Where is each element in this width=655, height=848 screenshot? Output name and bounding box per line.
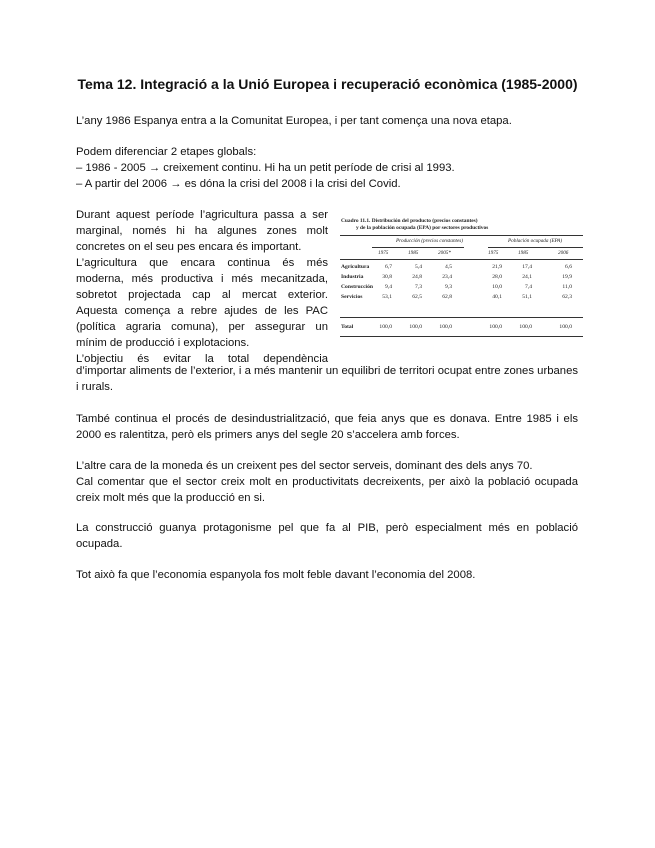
table-cell: 24,1 bbox=[522, 274, 532, 280]
table-cell: 28,0 bbox=[492, 274, 502, 280]
table-cell: 30,8 bbox=[382, 274, 392, 280]
table-cell: 19,9 bbox=[562, 274, 572, 280]
table-cell: 62,8 bbox=[442, 294, 452, 300]
agri-line: mínim de producció i explotacions. bbox=[76, 337, 250, 349]
table-cell: 24,8 bbox=[412, 274, 422, 280]
stages-intro: Podem diferenciar 2 etapes globals: bbox=[76, 146, 257, 158]
table-cell: 17,4 bbox=[522, 264, 532, 270]
table-cell: 6,6 bbox=[565, 264, 572, 270]
table-year-header: 2006 bbox=[558, 250, 569, 256]
agri-line: concretes on el seu pes encara és important. bbox=[76, 241, 302, 253]
table-group-header: Población ocupada (EPA) bbox=[508, 238, 563, 244]
services-line-2: Cal comentar que el sector creix molt en productivitats decreixents, per això la població ocupada creix molt més que la producció en si. bbox=[76, 476, 578, 504]
table-row-label: Industria bbox=[341, 274, 364, 280]
table-row-label: Construcción bbox=[341, 284, 374, 290]
table-cell: 100,0 bbox=[439, 324, 452, 330]
table-cell: 100,0 bbox=[489, 324, 502, 330]
table-cell: 100,0 bbox=[559, 324, 572, 330]
agri-line: L’objectiu és evitar la total dependència bbox=[76, 353, 328, 365]
table-cell: 11,0 bbox=[562, 284, 572, 290]
table-cell: 6,7 bbox=[385, 264, 392, 270]
stage-item-2: – A partir del 2006 → es dóna la crisi del 2008 i la crisi del Covid. bbox=[76, 178, 401, 190]
table-cell: 40,1 bbox=[492, 294, 502, 300]
intro-paragraph: L’any 1986 Espanya entra a la Comunitat Europea, i per tant comença una nova etapa. bbox=[76, 115, 512, 127]
agri-line: sobretot projectada cap al mercat exterior. bbox=[76, 289, 328, 301]
agri-line: moderna, més productiva i més mecanitzada, bbox=[76, 273, 328, 285]
table-cell: 51,1 bbox=[522, 294, 532, 300]
table-row-label: Servicios bbox=[341, 294, 363, 300]
table-cell: 7,4 bbox=[525, 284, 532, 290]
table-cell: 9,4 bbox=[385, 284, 392, 290]
table-cell: 100,0 bbox=[519, 324, 532, 330]
industry-paragraph: També continua el procés de desindustrialització, que feia anys que es donava. Entre 1985 i els 2000 es ralentitza, però els primers anys del segle 20 s’accelera amb forces. bbox=[76, 413, 578, 441]
table-caption: Cuadro 11.1. Distribución del producto (precios constantes) bbox=[341, 218, 478, 224]
agri-line: (política agraria comuna), per assegurar un bbox=[76, 321, 328, 333]
agriculture-paragraph-tail: d’importar aliments de l’exterior, i a més mantenir un equilibri de territori ocupat entre zones urbanes i rurals. bbox=[76, 365, 578, 393]
table-year-header: 1975 bbox=[378, 250, 389, 256]
construction-paragraph: La construcció guanya protagonisme pel que fa al PIB, però especialment més en població ocupada. bbox=[76, 522, 578, 550]
table-year-header: 1985 bbox=[518, 250, 529, 256]
table-cell: 23,4 bbox=[442, 274, 452, 280]
agri-line: marginal, només hi ha algunes zones molt bbox=[76, 225, 328, 237]
table-caption: y de la población ocupada (EPA) por sectores productivos bbox=[356, 225, 489, 231]
table-cell: 5,4 bbox=[415, 264, 422, 270]
agri-line: Aquesta comença a rebre ajudes de les PAC bbox=[76, 305, 328, 317]
table-cell: 100,0 bbox=[379, 324, 392, 330]
table-year-header: 1975 bbox=[488, 250, 499, 256]
table-cell: 62,5 bbox=[412, 294, 422, 300]
table-row-label: Total bbox=[341, 324, 354, 330]
table-row-label: Agricultura bbox=[341, 264, 370, 270]
services-paragraph bbox=[76, 458, 578, 506]
table-cell: 7,3 bbox=[415, 284, 422, 290]
table-year-header: 1985 bbox=[408, 250, 419, 256]
page-title: Tema 12. Integració a la Unió Europea i recuperació econòmica (1985-2000) bbox=[77, 76, 578, 92]
final-paragraph: Tot això fa que l’economia espanyola fos molt feble davant l’economia del 2008. bbox=[76, 569, 476, 581]
table-cell: 9,3 bbox=[445, 284, 452, 290]
services-line-1: L’altre cara de la moneda és un creixent pes del sector serveis, dominant des dels anys 70. bbox=[76, 460, 533, 472]
table-cell: 62,3 bbox=[562, 294, 572, 300]
table-cell: 100,0 bbox=[409, 324, 422, 330]
agri-line: L’agricultura que encara continua és més bbox=[76, 257, 328, 269]
stages-list bbox=[76, 144, 578, 192]
table-group-header: Producción (precios constantes) bbox=[396, 238, 464, 244]
stage-item-1: – 1986 - 2005 → creixement continu. Hi ha un petit període de crisi al 1993. bbox=[76, 162, 455, 174]
table-cell: 53,1 bbox=[382, 294, 392, 300]
agri-line: Durant aquest període l’agricultura passa a ser bbox=[76, 209, 328, 221]
table-cell: 10,0 bbox=[492, 284, 502, 290]
table-cell: 21,9 bbox=[492, 264, 502, 270]
table-cell: 4,5 bbox=[445, 264, 452, 270]
agriculture-paragraph bbox=[76, 207, 328, 367]
economy-table-image bbox=[338, 218, 586, 344]
table-year-header: 2005* bbox=[438, 250, 451, 256]
